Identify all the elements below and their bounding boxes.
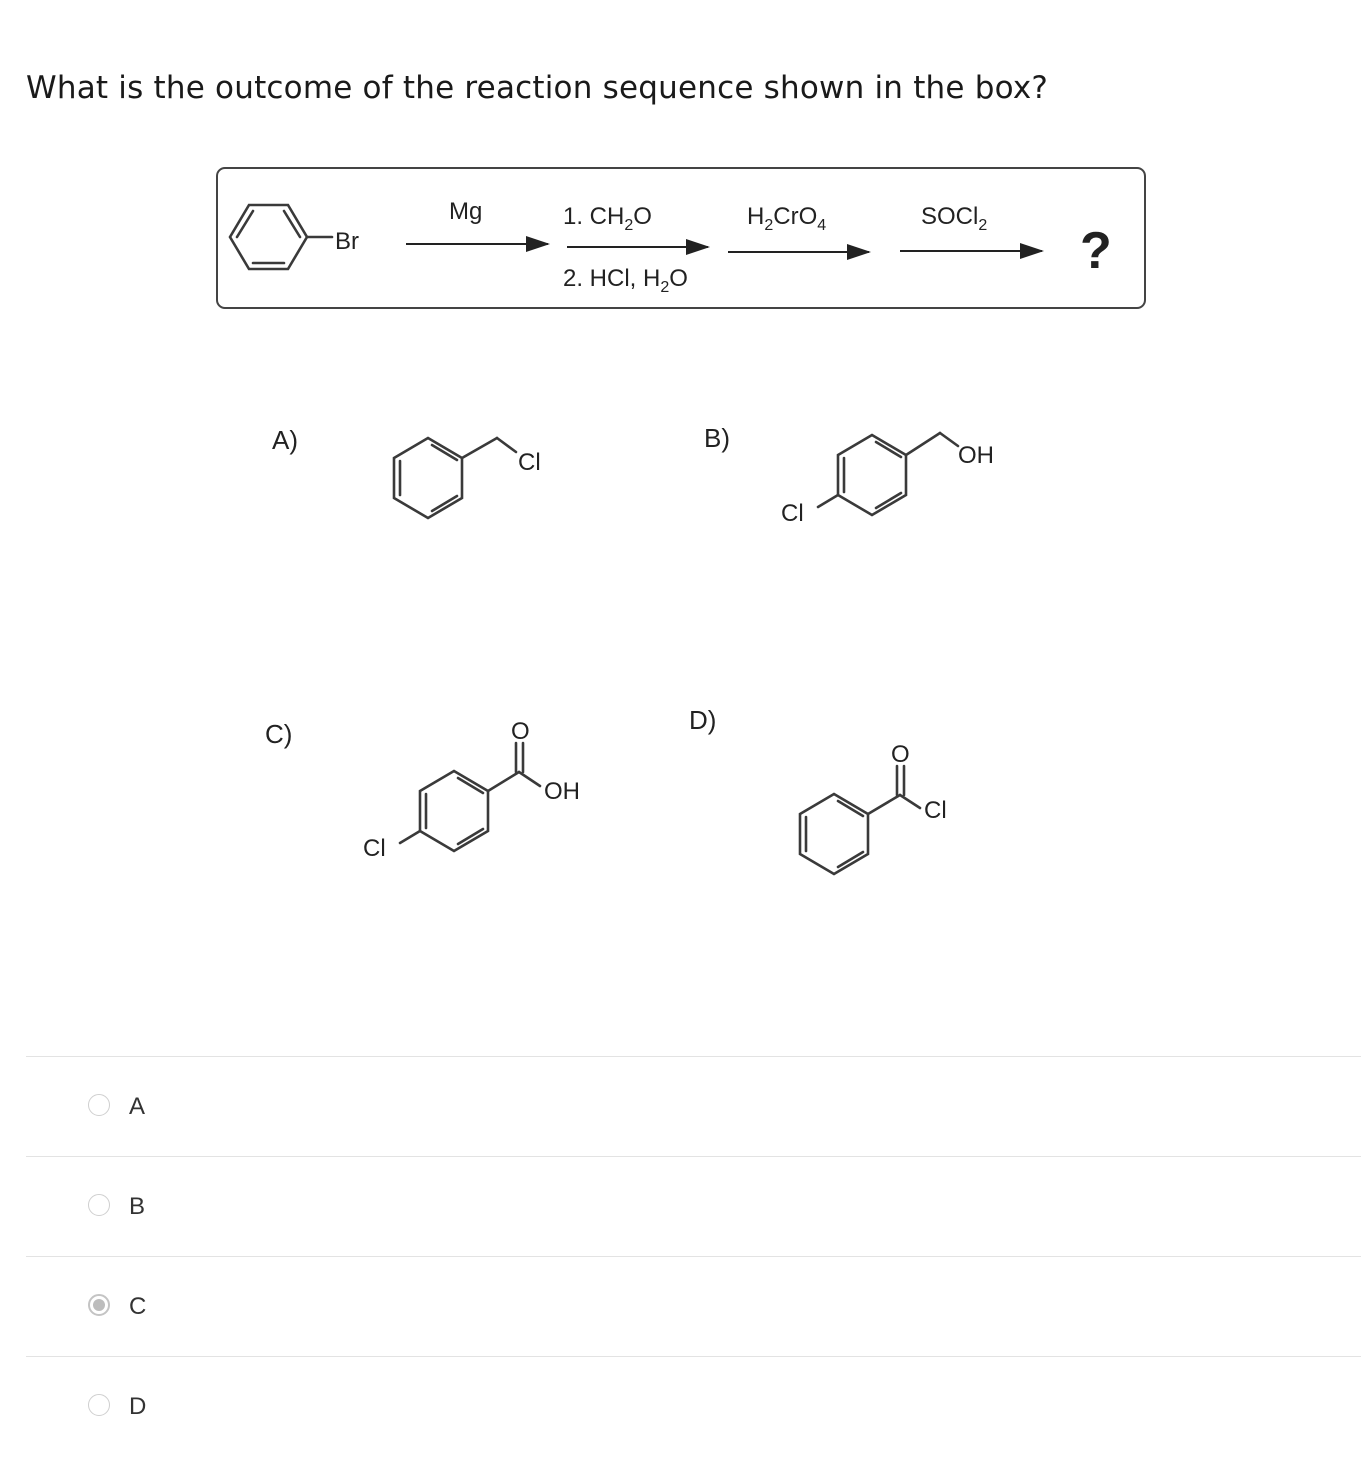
radio-c-selected[interactable] xyxy=(88,1294,110,1316)
para-c-cl: Cl xyxy=(363,835,386,862)
option-a[interactable] xyxy=(26,1056,1361,1157)
label-d: D) xyxy=(689,705,717,735)
carbonyl-d-o: O xyxy=(891,741,910,768)
structure-c xyxy=(265,718,580,862)
option-b[interactable] xyxy=(26,1156,1361,1257)
reagent-socl2: SOCl$_2$ xyxy=(921,203,988,234)
label-a: A) xyxy=(272,425,298,455)
structure-a xyxy=(272,425,541,518)
question-text: What is the outcome of the reaction sequence shown in the box? xyxy=(26,70,1049,106)
option-d[interactable] xyxy=(26,1356,1361,1457)
group-c-oh: OH xyxy=(544,778,580,805)
reagent-mg: Mg xyxy=(449,198,483,225)
group-d-cl: Cl xyxy=(924,797,947,824)
label-b: B) xyxy=(704,423,730,453)
structure-b xyxy=(704,423,994,527)
option-d-label[interactable]: D xyxy=(129,1393,147,1420)
radio-a[interactable] xyxy=(88,1094,110,1116)
label-c: C) xyxy=(265,719,293,749)
group-a-cl: Cl xyxy=(518,449,541,476)
structure-d xyxy=(689,705,947,874)
para-b-cl: Cl xyxy=(781,500,804,527)
radio-d[interactable] xyxy=(88,1394,110,1416)
unknown-product: ? xyxy=(1080,222,1112,280)
reagent-hcl-h2o: 2. HCl, $H_2O$ xyxy=(563,265,688,296)
reagent-h2cro4: $H_2CrO_4$ xyxy=(747,203,827,234)
substituent-br: Br xyxy=(335,228,359,255)
radio-b[interactable] xyxy=(88,1194,110,1216)
group-b-oh: OH xyxy=(958,442,994,469)
option-c-label[interactable]: C xyxy=(129,1293,147,1320)
bromobenzene xyxy=(230,205,359,269)
option-a-label[interactable]: A xyxy=(129,1093,146,1120)
option-b-label[interactable]: B xyxy=(129,1193,146,1220)
reagent-ch2o: 1. $CH_2O$ xyxy=(563,203,652,234)
carbonyl-c-o: O xyxy=(511,718,530,745)
option-c[interactable] xyxy=(26,1256,1361,1357)
